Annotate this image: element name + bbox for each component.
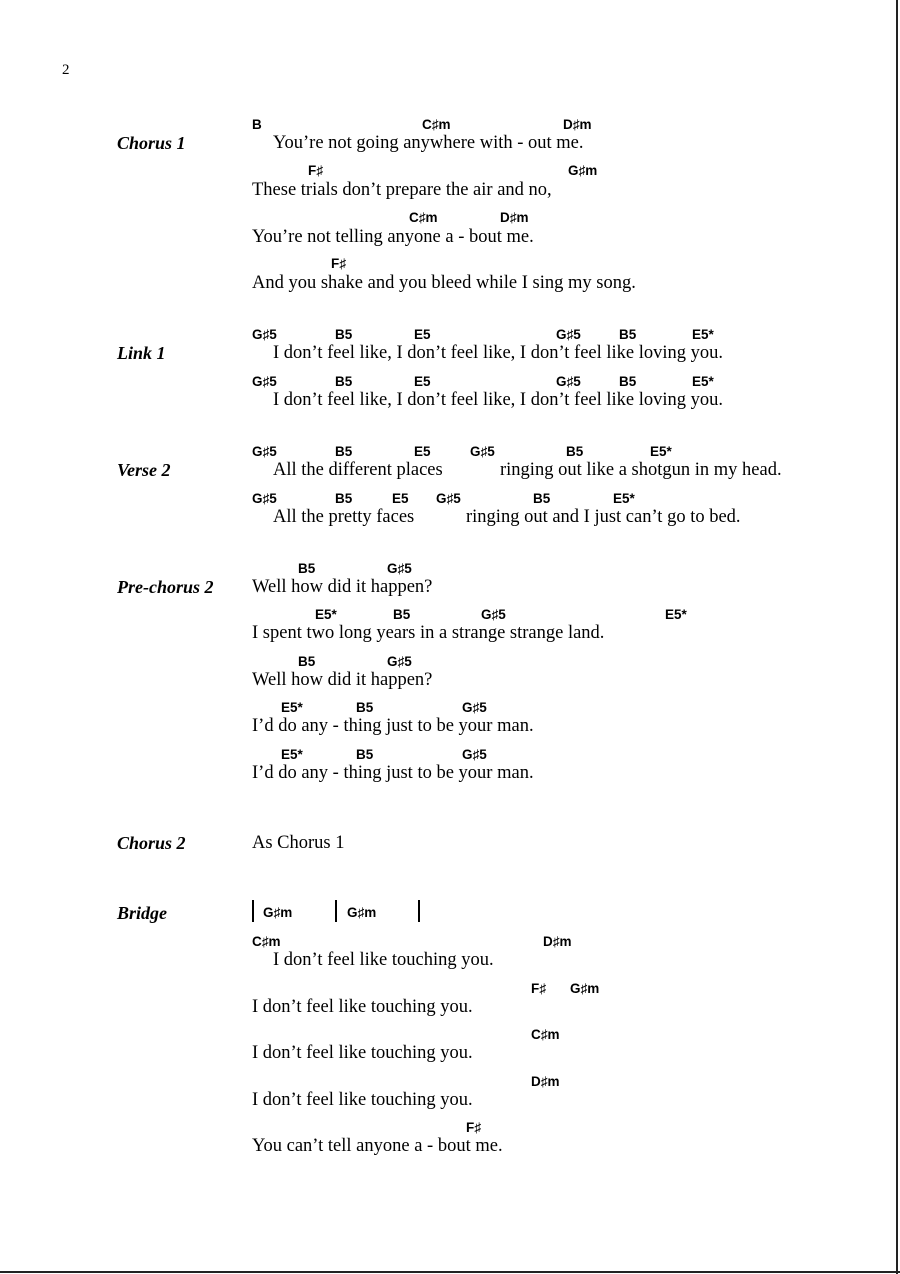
chord: B5 [335,491,353,506]
chord: G♯5 [481,607,506,622]
chord: E5 [392,491,409,506]
lyric-line: I don’t feel like, I don’t feel like, I don’t feel like loving you. [273,390,724,410]
lyric-line: All the different places [273,460,443,480]
chord: G♯5 [252,491,277,506]
chord: F♯ [308,163,323,178]
chord: E5 [414,444,431,459]
lyric-line: I don’t feel like touching you. [273,950,494,970]
chord: G♯5 [470,444,495,459]
chord: B5 [619,374,637,389]
chord: E5* [692,374,714,389]
lyric-line: You can’t tell anyone a - bout me. [252,1136,503,1156]
chord: F♯ [531,981,546,996]
chord: B5 [298,561,316,576]
chord: B5 [566,444,584,459]
chord: C♯m [531,1027,560,1042]
lyric-line: ringing out and I just can’t go to bed. [466,507,741,527]
chord: G♯5 [462,700,487,715]
chord: G♯5 [556,374,581,389]
chord: B5 [335,444,353,459]
chord: E5* [665,607,687,622]
lyric-line: I don’t feel like touching you. [252,997,473,1017]
chord: B5 [335,374,353,389]
lyric-line: ringing out like a shotgun in my head. [500,460,782,480]
lyric-line: And you shake and you bleed while I sing my song. [252,273,636,293]
page-edge-bottom [0,1271,900,1273]
chord: G♯5 [252,374,277,389]
section-label-verse-2: Verse 2 [117,460,171,480]
lyric-line: I spent two long years in a strange strange land. [252,623,605,643]
section-label-pre-chorus-2: Pre-chorus 2 [117,577,214,597]
chord: G♯5 [436,491,461,506]
chord: G♯5 [252,444,277,459]
chord: B5 [619,327,637,342]
section-label-link-1: Link 1 [117,343,166,363]
chord: F♯ [331,256,346,271]
chord: G♯5 [387,561,412,576]
chord: D♯m [500,210,529,225]
chord: B5 [356,700,374,715]
chord: B5 [298,654,316,669]
lyric-line: I’d do any - thing just to be your man. [252,716,534,736]
repeat-instruction: As Chorus 1 [252,833,345,853]
lyric-line: I don’t feel like touching you. [252,1090,473,1110]
chord: B5 [393,607,411,622]
section-label-bridge: Bridge [117,903,168,923]
chord: D♯m [531,1074,560,1089]
lyric-line: Well how did it happen? [252,670,433,690]
lyric-line: These trials don’t prepare the air and no, [252,180,552,200]
chord: B5 [356,747,374,762]
chord: G♯5 [556,327,581,342]
chord: E5 [414,374,431,389]
chord: E5* [315,607,337,622]
lyric-line: I don’t feel like touching you. [252,1043,473,1063]
chord: D♯m [543,934,572,949]
page-number: 2 [62,62,70,78]
lyric-line: All the pretty faces [273,507,415,527]
lyric-line: You’re not telling anyone a - bout me. [252,227,534,247]
bar-line [335,900,337,922]
chord: C♯m [252,934,281,949]
bar-line [418,900,420,922]
chord: E5* [281,700,303,715]
chord: E5* [613,491,635,506]
chord: E5* [692,327,714,342]
chord: G♯5 [462,747,487,762]
chord: E5* [650,444,672,459]
chord: B [252,117,262,132]
page-edge-right [896,0,898,1274]
lyric-line: I’d do any - thing just to be your man. [252,763,534,783]
bar-chord: G♯m [347,905,377,920]
section-label-chorus-2: Chorus 2 [117,833,186,853]
chord: G♯5 [387,654,412,669]
lyric-line: You’re not going anywhere with - out me. [273,133,584,153]
chord: E5* [281,747,303,762]
chord: G♯m [568,163,598,178]
chord: C♯m [409,210,438,225]
chord: C♯m [422,117,451,132]
lyric-line: Well how did it happen? [252,577,433,597]
lyric-line: I don’t feel like, I don’t feel like, I don’t feel like loving you. [273,343,724,363]
chord: B5 [533,491,551,506]
section-label-chorus-1: Chorus 1 [117,133,186,153]
chord: E5 [414,327,431,342]
bar-chord: G♯m [263,905,293,920]
chord: D♯m [563,117,592,132]
chord: G♯m [570,981,600,996]
bar-line [252,900,254,922]
chord: B5 [335,327,353,342]
chord: F♯ [466,1120,481,1135]
chord: G♯5 [252,327,277,342]
